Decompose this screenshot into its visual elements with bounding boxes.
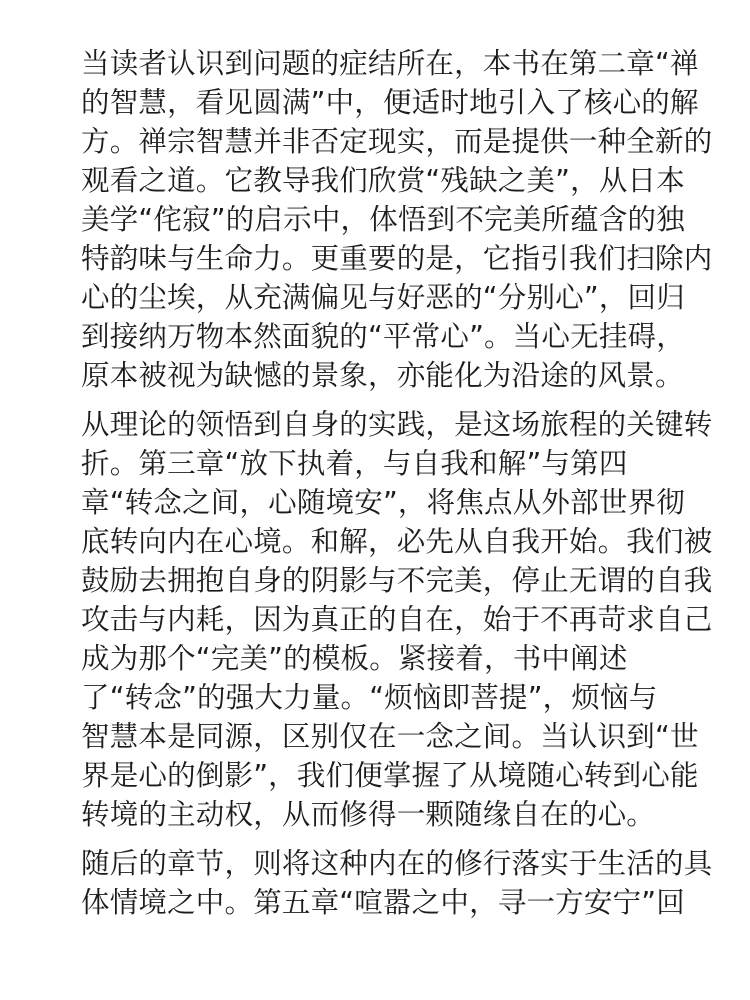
text-line: 攻击与内耗，因为真正的自在，始于不再苛求自己 [81, 603, 713, 636]
text-line: 心的尘埃，从充满偏见与好恶的“分别心”，回归 [81, 281, 685, 314]
text-line: 折。第三章“放下执着，与自我和解”与第四 [81, 447, 628, 480]
text-line: 章“转念之间，心随境安”，将焦点从外部世界彻 [81, 486, 685, 519]
text-line: 转境的主动权，从而修得一颗随缘自在的心。 [81, 798, 656, 831]
text-line: 观看之道。它教导我们欣赏“残缺之美”，从日本 [81, 164, 685, 197]
article-body [81, 44, 713, 932]
paragraph-3 [81, 844, 713, 922]
text-line: 了“转念”的强大力量。“烦恼即菩提”，烦恼与 [81, 681, 658, 714]
text-line: 的智慧，看见圆满”中，便适时地引入了核心的解 [81, 86, 699, 119]
text-line: 鼓励去拥抱自身的阴影与不完美，停止无谓的自我 [81, 564, 713, 597]
text-line: 智慧本是同源，区别仅在一念之间。当认识到“世 [81, 720, 699, 753]
text-line: 界是心的倒影”，我们便掌握了从境随心转到心能 [81, 759, 699, 792]
text-line: 成为那个“完美”的模板。紧接着，书中阐述 [81, 642, 628, 675]
text-line: 特韵味与生命力。更重要的是，它指引我们扫除内 [81, 242, 713, 275]
text-line: 底转向内在心境。和解，必先从自我开始。我们被 [81, 525, 713, 558]
text-line: 原本被视为缺憾的景象，亦能化为沿途的风景。 [81, 359, 684, 392]
text-line: 随后的章节，则将这种内在的修行落实于生活的具 [81, 847, 713, 880]
text-line: 体情境之中。第五章“喧嚣之中，寻一方安宁”回 [81, 886, 685, 919]
text-line: 美学“侘寂”的启示中，体悟到不完美所蕴含的独 [81, 203, 685, 236]
text-line: 到接纳万物本然面貌的“平常心”。当心无挂碍， [81, 320, 685, 353]
text-line: 当读者认识到问题的症结所在，本书在第二章“禅 [81, 47, 699, 80]
text-line: 方。禅宗智慧并非否定现实，而是提供一种全新的 [81, 125, 713, 158]
paragraph-2 [81, 405, 713, 834]
paragraph-1 [81, 44, 713, 395]
text-line: 从理论的领悟到自身的实践，是这场旅程的关键转 [81, 408, 713, 441]
